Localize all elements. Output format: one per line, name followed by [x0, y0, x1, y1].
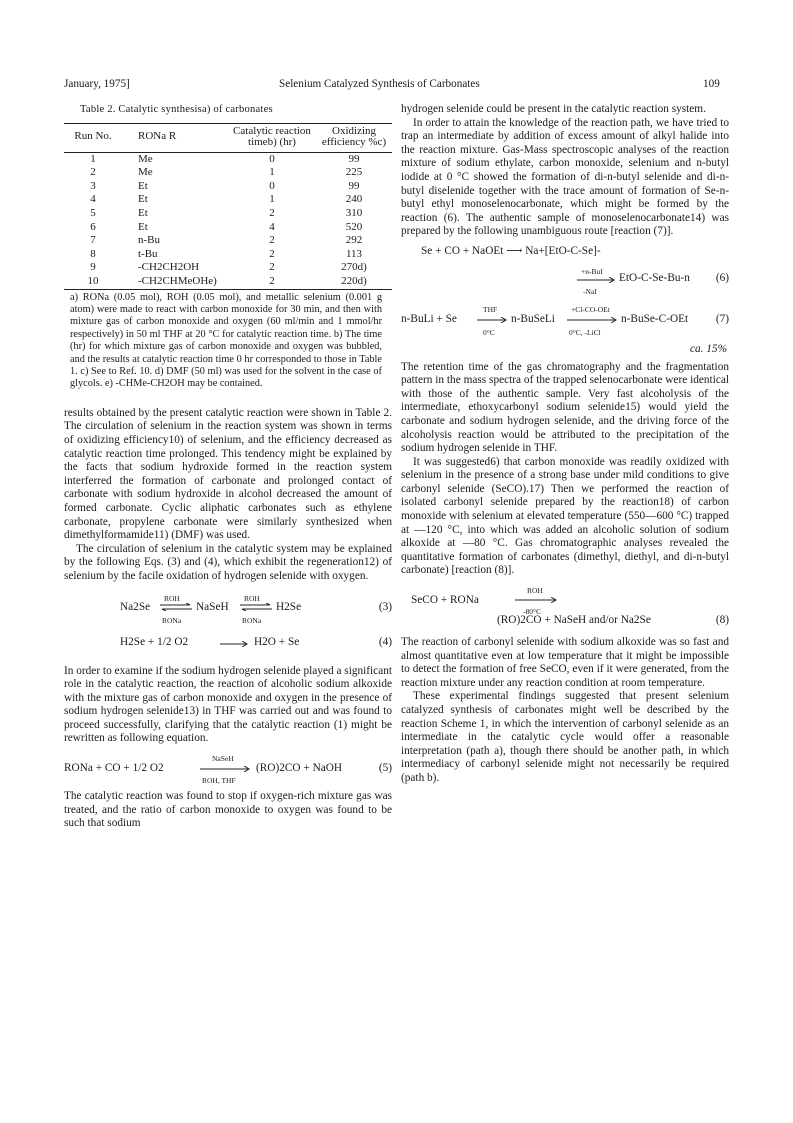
eq5-rhs: (RO)2CO + NaOH — [256, 762, 343, 775]
right-paragraph-4: It was suggested6) that carbon monoxide was readily oxidized with selenium in the presence of a strong base under mild conditions to give carbonyl selenide (SeCO).17) Then we performed the reaction of isolated carbonyl selenide prepared by the reaction18) of carbon monoxide with selenium at elevated temperature (550—600 °C) trapped at —120 °C, into which was added an alcoholic solution of sodium alkoxide at —80 °C. Gas chromatographic analyses revealed the quantitative formation of carbonates (dimethyl, diethyl, and di-n-butyl carbonate) [reaction (8)]. — [401, 455, 729, 577]
eq3-below-2: RONa — [242, 615, 262, 625]
time-cell: 1 — [269, 193, 275, 206]
right-paragraph-5: The reaction of carbonyl selenide with sodium alkoxide was so fast and almost quantitative even at low temperature that it might be impossible to detect the formation of free SeCO, even if it were generated, from the reaction mixture under any reaction condition at room temperature. — [401, 636, 729, 689]
table-row — [64, 180, 392, 194]
rona-cell: t-Bu — [138, 247, 158, 260]
header-date: January, 1975] — [64, 78, 130, 90]
equation-6-line-1 — [401, 243, 729, 263]
eq6-above: +n-BuI — [581, 266, 603, 276]
time-cell: 2 — [269, 206, 275, 219]
eq3-number: (3) — [378, 600, 392, 613]
right-paragraph-6: These experimental findings suggested that present selenium catalyzed synthesis of carbonates might well be described by the reaction Scheme 1, in which the intervention of carbonyl selenide as an intermediate in the catalytic cycle would offer a reasonable interpretation (path a), though there should be another path, in which intermediacy of carbonyl selenide might not necessarily be required (path b). — [401, 690, 729, 784]
col-header-time: Catalytic reaction timeb) (hr) — [233, 124, 311, 149]
table-row — [64, 207, 392, 221]
table-row — [64, 152, 392, 166]
efficiency-cell: 310 — [345, 206, 363, 219]
rona-cell: n-Bu — [138, 234, 160, 247]
left-paragraph-1: results obtained by the present catalytic reaction were shown in Table 2. The circulation of selenium in the reaction system was shown in terms of oxidizing efficiency10) of selenium, and the efficiency decreased as catalytic reaction time prolonged. This tendency might be explained by the facts that sodium hydroxide formed in the reaction system interferred the formation of carbonate and prolonged contact of carbonate with sodium hydroxide in alcohol decreased the amount of formed carbonate. Cyclic aliphatic carbonates such as ethylene carbonate, propylene carbonate were similarly synthesized when dimethylformamide11) (DMF) was used. — [64, 406, 392, 542]
reaction-arrow — [220, 641, 248, 647]
left-paragraph-2: The circulation of selenium in the catalytic system may be explained by the following Eqs. (3) and (4), which exhibit the regeneration12) of selenium by the facile oxidation of hydrogen selenide with oxygen. — [64, 542, 392, 582]
efficiency-cell: 240 — [345, 193, 363, 206]
run-cell: 1 — [90, 152, 96, 165]
rona-cell: -CH2CHMeOHe) — [138, 274, 217, 287]
col-header-run: Run No. — [74, 130, 112, 143]
run-cell: 3 — [90, 179, 96, 192]
rona-cell: Me — [138, 166, 153, 179]
run-cell: 6 — [90, 220, 96, 233]
eq6-below: -NaI — [583, 286, 597, 296]
table-bottom-rule — [64, 289, 392, 290]
table-body — [64, 152, 392, 288]
right-paragraph-1: hydrogen selenide could be present in the catalytic reaction system. — [401, 103, 706, 115]
eq5-lhs: RONa + CO + 1/2 O2 — [64, 762, 164, 775]
eq8-below: -80°C — [523, 607, 541, 617]
reaction-arrow — [515, 597, 557, 603]
left-paragraph-3: In order to examine if the sodium hydrogen selenide played a significant role in the catalytic reaction, the reaction of alcoholic sodium alkoxide with the mixture gas of carbon monoxide and oxygen in the presence of sodium hydrogen selenide13) in THF was carried out and was found to proceed successfully, clarifying that the catalytic reaction (1) might be rewritten as following equation. — [64, 664, 392, 745]
table-row — [64, 221, 392, 235]
eq3-above-2: ROH — [244, 593, 260, 603]
table-row — [64, 261, 392, 275]
time-cell: 0 — [269, 179, 275, 192]
header-title: Selenium Catalyzed Synthesis of Carbonates — [279, 78, 480, 90]
rona-cell: Et — [138, 220, 148, 233]
right-column — [401, 103, 729, 786]
right-paragraph-3: The retention time of the gas chromatography and the fragmentation pattern in the mass spectra of the trapped selenocarbonate were identical with those of the authentic sample. Very fast alcoholysis of the intermediate, ethoxycarbonyl sodium selenide15) would yield the carbonate and sodium hydrogen selenide, and the driving force of the alcoholysis reaction would be attributed to the precipitation of the sodium hydrogen selenide in THF. — [401, 360, 729, 455]
eq5-above: NaSeH — [212, 754, 234, 764]
table-row — [64, 193, 392, 207]
rona-cell: Et — [138, 193, 148, 206]
eq4-number: (4) — [378, 635, 392, 648]
time-cell: 4 — [269, 220, 275, 233]
reaction-arrow — [577, 277, 615, 283]
eq3-left: Na2Se — [120, 600, 151, 613]
catalytic-synthesis-table — [64, 124, 392, 289]
eq8-lhs: SeCO + RONa — [411, 594, 479, 607]
table-row — [64, 234, 392, 248]
eq6-product: EtO-C-Se-Bu-n — [619, 271, 690, 284]
eq5-below: ROH, THF — [202, 776, 236, 786]
header-page-number: 109 — [703, 78, 720, 90]
rona-cell: -CH2CH2OH — [138, 261, 200, 274]
efficiency-cell: 220d) — [341, 274, 367, 287]
equation-7 — [401, 299, 729, 343]
run-cell: 9 — [90, 261, 96, 274]
equation-6-line-2 — [401, 263, 729, 299]
equation-8-line-2 — [401, 612, 729, 630]
eq8-rhs: (RO)2CO + NaSeH and/or Na2Se — [497, 614, 651, 627]
eq7-number: (7) — [715, 312, 729, 325]
reaction-arrow — [200, 766, 250, 772]
time-cell: 2 — [269, 261, 275, 274]
right-paragraph-2: In order to attain the knowledge of the reaction path, we have tried to trap an intermediate by addition of excess amount of alkyl halide into the reaction mixture. Gas-Mass spectroscopic analyses of the reaction mixture of sodium ethylate, carbon monoxide, selenium and n-butyl iodide at 0 °C showed the formation of di-n-butyl selenide and di-n-butyl diselenide together with the trace amount of formation of Se-n-butyl ethyl monoselenocarbonate, which might be formed by the reaction (6). The authentic sample of monoselenocarbonate14) was prepared by the following unambiguous route [reaction (7)]. — [401, 116, 729, 238]
col-header-rona: RONa R — [138, 130, 177, 143]
rona-cell: Et — [138, 179, 148, 192]
equation-3 — [64, 592, 392, 625]
run-cell: 2 — [90, 166, 96, 179]
rona-cell: Me — [138, 152, 153, 165]
table-title: Table 2. Catalytic synthesisa) of carbonates — [80, 104, 273, 115]
eq3-mid: NaSeH — [196, 600, 229, 613]
efficiency-cell: 292 — [345, 234, 363, 247]
efficiency-cell: 113 — [345, 247, 363, 260]
reaction-arrow — [477, 317, 507, 323]
eq3-right: H2Se — [276, 600, 302, 613]
eq6-number: (6) — [715, 271, 729, 284]
eq7-above-1: THF — [483, 304, 498, 314]
eq7-below-1: 0°C — [483, 327, 495, 337]
eq7-below-2: 0°C, -LiCl — [569, 327, 601, 337]
left-column — [64, 103, 392, 831]
time-cell: 2 — [269, 274, 275, 287]
eq5-number: (5) — [378, 762, 392, 775]
table-footnotes: a) RONa (0.05 mol), ROH (0.05 mol), and metallic selenium (0.001 g atom) were made to react with carbon monoxide for 30 min, and then with mixture gas of carbon monoxide and oxygen (60 ml/min and 1 mmol/hr respectively) in 50 ml THF at 20 °C for catalytic reaction time. b) The time (hr) for which mixture gas of carbon monoxide and oxygen was bubbled, and the results at catalytic reaction time 0 hr corresponded to those in Table 1. c) See to Ref. 10. d) DMF (50 ml) was used for the solvent in the case of glycols. e) -CHMe-CH2OH may be contained. — [70, 291, 382, 390]
run-cell: 4 — [90, 193, 96, 206]
eq7-mid: n-BuSeLi — [511, 312, 555, 325]
efficiency-cell: 520 — [345, 220, 363, 233]
time-cell: 2 — [269, 234, 275, 247]
eq7-above-2: +Cl-CO-OEt — [571, 304, 610, 314]
run-cell: 7 — [90, 234, 96, 247]
time-cell: 1 — [269, 166, 275, 179]
eq6-line1: Se + CO + NaOEt ⟶ Na+[EtO-C-Se]- — [421, 244, 601, 257]
efficiency-cell: 270d) — [341, 261, 367, 274]
reaction-arrow — [567, 317, 617, 323]
table-row — [64, 166, 392, 180]
eq4-lhs: H2Se + 1/2 O2 — [120, 635, 189, 648]
run-cell: 5 — [90, 206, 96, 219]
equation-5 — [64, 752, 392, 784]
eq7-lhs: n-BuLi + Se — [401, 312, 457, 325]
table-row — [64, 248, 392, 262]
efficiency-cell: 225 — [345, 166, 363, 179]
eq4-rhs: H2O + Se — [254, 635, 300, 648]
eq8-above: ROH — [527, 586, 543, 596]
run-cell: 10 — [87, 274, 99, 287]
eq8-number: (8) — [715, 614, 729, 627]
equation-4 — [64, 630, 392, 657]
eq7-product: n-BuSe-C-OEt — [621, 312, 689, 325]
rona-cell: Et — [138, 206, 148, 219]
eq3-below-1: RONa — [162, 615, 182, 625]
time-cell: 2 — [269, 247, 275, 260]
efficiency-cell: 99 — [348, 152, 360, 165]
left-paragraph-4: The catalytic reaction was found to stop if oxygen-rich mixture gas was treated, and the ratio of carbon monoxide to oxygen was found to be such that sodium — [64, 790, 392, 830]
time-cell: 0 — [269, 152, 275, 165]
eq3-above-1: ROH — [164, 593, 180, 603]
run-cell: 8 — [90, 247, 96, 260]
table-row — [64, 275, 392, 289]
equilibrium-arrow-2 — [240, 603, 272, 611]
col-header-efficiency: Oxidizing efficiency %c) — [321, 124, 387, 149]
efficiency-cell: 99 — [348, 179, 360, 192]
equilibrium-arrow-1 — [160, 603, 192, 611]
eq7-yield: ca. 15% — [689, 342, 727, 355]
equation-8-line-1 — [401, 584, 729, 617]
